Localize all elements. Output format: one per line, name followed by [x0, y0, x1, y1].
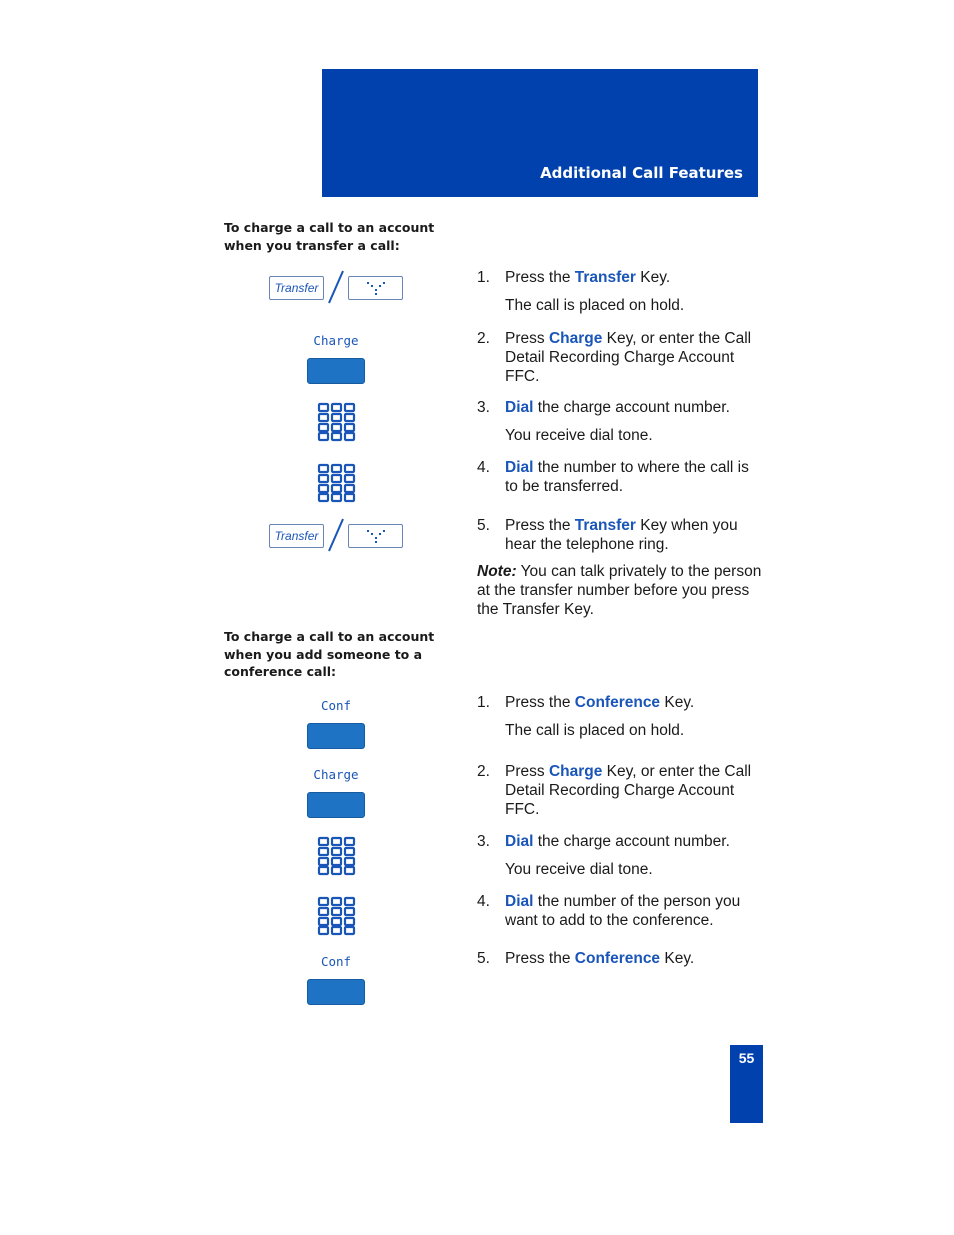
conf-label: Conf — [320, 698, 352, 713]
conf-softkey-2 — [307, 953, 365, 1005]
softkey-button-icon — [307, 792, 365, 818]
transfer-key-icon-1 — [269, 270, 405, 304]
transfer-key-label: Transfer — [269, 276, 324, 300]
softkey-button-icon — [307, 723, 365, 749]
section2-step-2: 2. Press Charge Key, or enter the Call Detail Recording Charge Account FFC. — [477, 763, 752, 818]
charge-softkey-1 — [307, 332, 365, 384]
section1-heading: To charge a call to an account when you transfer a call: — [224, 220, 435, 253]
charge-keyword: Charge — [548, 330, 603, 347]
dial-keyword: Dial — [505, 893, 534, 910]
transfer-symbol-icon — [348, 524, 403, 548]
section2-step-5: 5. Press the Conference Key. — [477, 950, 695, 967]
charge-keyword: Charge — [548, 763, 603, 780]
softkey-button-icon — [307, 979, 365, 1005]
dialpad-icon — [317, 463, 357, 503]
dial-keyword: Dial — [505, 833, 534, 850]
section1-step-4: 4. Dial the number to where the call is to be transferred. — [477, 459, 749, 495]
section2-step-3: 3. Dial the charge account number. You receive dial tone. — [477, 833, 730, 878]
header-banner — [322, 69, 758, 197]
slash-icon — [326, 518, 346, 552]
note: Note: You can talk privately to the person at the transfer number before you press the Transfer Key. — [477, 563, 762, 618]
dial-keyword: Dial — [505, 399, 534, 416]
section2-step-1: 1. Press the Conference Key. The call is placed on hold. — [477, 694, 695, 739]
section1-step-3: 3. Dial the charge account number. You receive dial tone. — [477, 399, 730, 444]
charge-label: Charge — [313, 767, 359, 782]
dialpad-icon — [317, 836, 357, 876]
transfer-symbol-icon — [348, 276, 403, 300]
section1-step-2: 2. Press Charge Key, or enter the Call Detail Recording Charge Account FFC. — [477, 330, 752, 385]
dial-keyword: Dial — [505, 459, 534, 476]
transfer-key-icon-2 — [269, 518, 405, 552]
dialpad-icon — [317, 402, 357, 442]
section1-step-5: 5. Press the Transfer Key when you hear the telephone ring. — [477, 517, 738, 553]
softkey-button-icon — [307, 358, 365, 384]
dialpad-icon — [317, 896, 357, 936]
page-number: 55 — [730, 1045, 763, 1123]
conference-keyword: Conference — [574, 950, 661, 967]
slash-icon — [326, 270, 346, 304]
conference-keyword: Conference — [574, 694, 661, 711]
charge-softkey-2 — [307, 766, 365, 818]
transfer-keyword: Transfer — [574, 517, 636, 534]
conf-label: Conf — [320, 954, 352, 969]
section2-heading: To charge a call to an account when you add someone to a conference call: — [224, 629, 435, 679]
transfer-key-label: Transfer — [269, 524, 324, 548]
transfer-keyword: Transfer — [574, 269, 636, 286]
charge-label: Charge — [313, 333, 359, 348]
note-label: Note: — [477, 563, 517, 580]
section-title: Additional Call Features — [540, 164, 743, 182]
conf-softkey-1 — [307, 697, 365, 749]
section1-step-1: 1. Press the Transfer Key. The call is placed on hold. — [477, 269, 685, 314]
section2-step-4: 4. Dial the number of the person you want to add to the conference. — [477, 893, 741, 929]
